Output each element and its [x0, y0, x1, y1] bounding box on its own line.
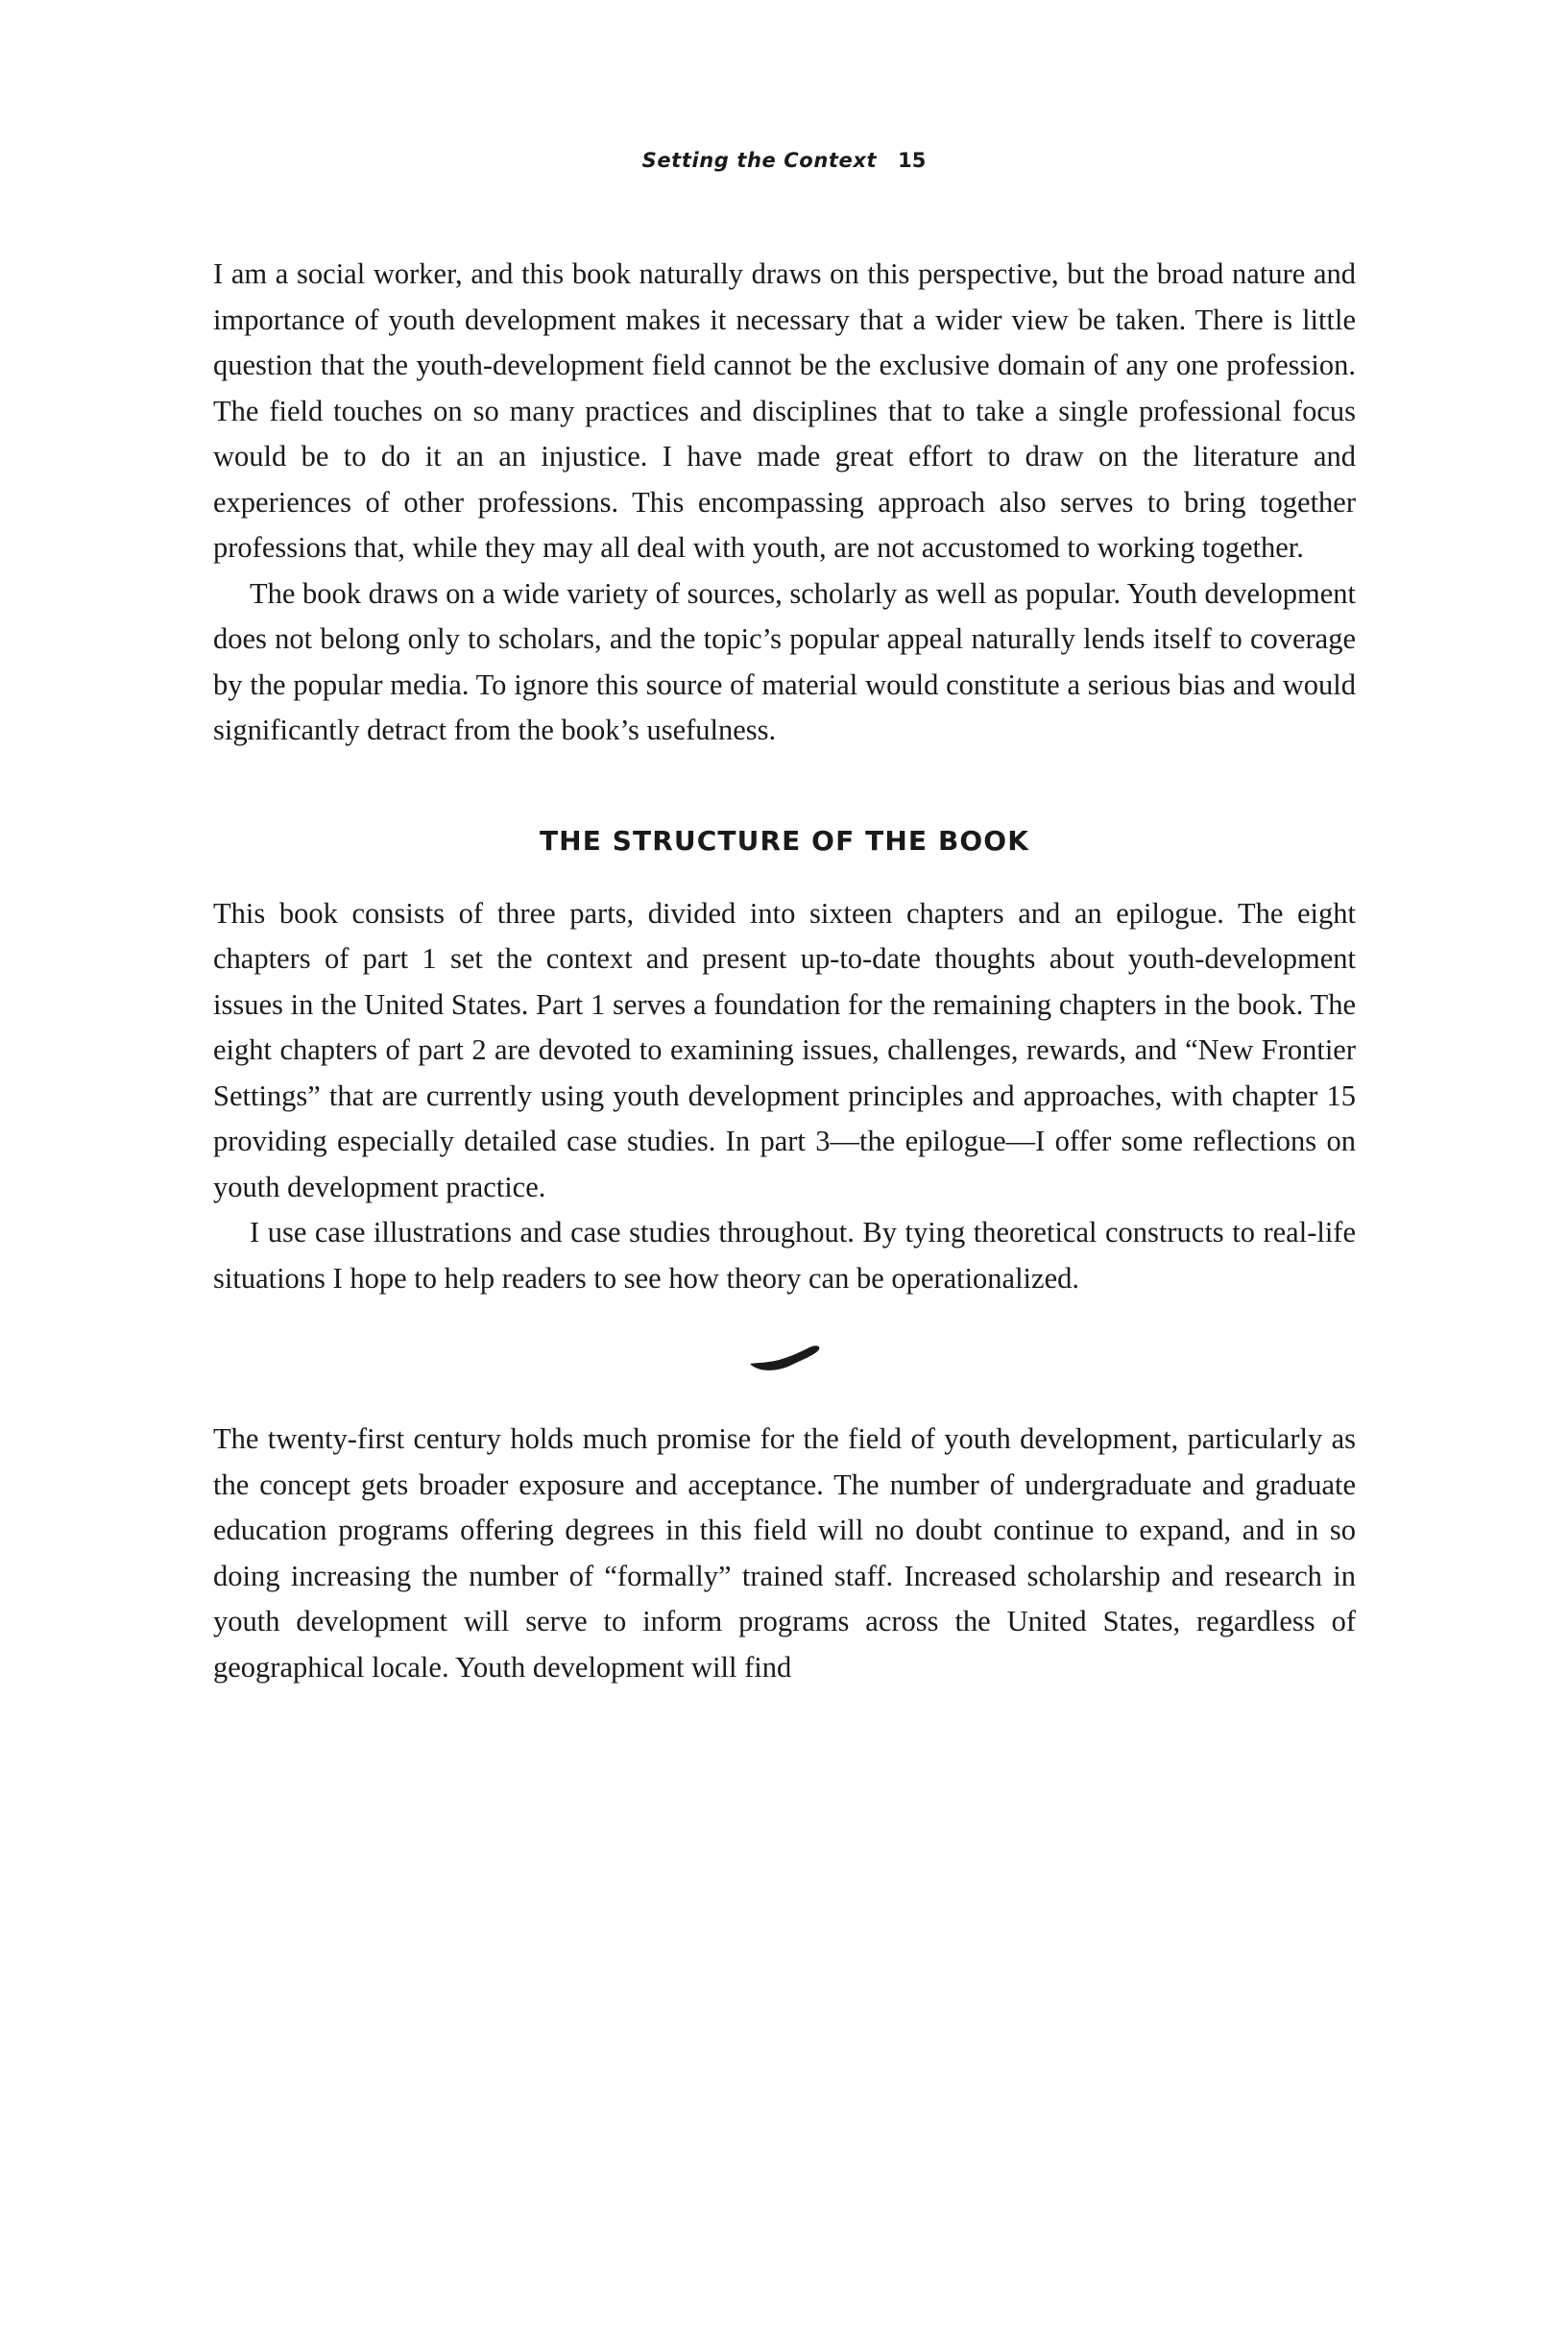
- paragraph-5: The twenty-first century holds much promise for the field of youth development, particularly as the concept gets broader exposure and acceptance. The number of undergraduate and graduate education programs offering degrees in this field will no doubt continue to expand, and in so doing increasing the number of “formally” trained staff. Increased scholarship and research in youth development will serve to inform programs across the United States, regardless of geographical locale. Youth development will find: [213, 1422, 1356, 1684]
- running-head-title: Setting the Context: [641, 149, 878, 172]
- paragraph-4: I use case illustrations and case studies throughout. By tying theoretical constructs to real-life situations I hope to help readers to see how theory can be operationalized.: [213, 1216, 1356, 1295]
- squiggle-ornament: [213, 1301, 1356, 1417]
- page-number: 15: [898, 149, 927, 172]
- running-head: [0, 149, 1568, 172]
- page-body: [213, 252, 1356, 1690]
- paragraph-3: This book consists of three parts, divided into sixteen chapters and an epilogue. The eight chapters of part 1 set the context and present up-to-date thoughts about youth-development issues in the United States. Part 1 serves a foundation for the remaining chapters in the book. The eight chapters of part 2 are devoted to examining issues, challenges, rewards, and “New Frontier Settings” that are currently using youth development principles and approaches, with chapter 15 providing especially detailed case studies. In part 3—the epilogue—I offer some reflections on youth development practice.: [213, 896, 1356, 1203]
- section-heading: THE STRUCTURE OF THE BOOK: [539, 824, 1030, 857]
- paragraph-1: I am a social worker, and this book naturally draws on this perspective, but the broad nature and importance of youth development makes it necessary that a wider view be taken. There is little question that the youth-development field cannot be the exclusive domain of any one profession. The field touches on so many practices and disciplines that to take a single professional focus would be to do it an an injustice. I have made great effort to draw on the literature and experiences of other professions. This encompassing approach also serves to bring together professions that, while they may all deal with youth, are not accustomed to working together.: [213, 257, 1356, 564]
- paragraph-2: The book draws on a wide variety of sources, scholarly as well as popular. Youth development does not belong only to scholars, and the topic’s popular appeal naturally lends itself to coverage by the popular media. To ignore this source of material would constitute a serious bias and would significantly detract from the book’s usefulness.: [213, 576, 1356, 746]
